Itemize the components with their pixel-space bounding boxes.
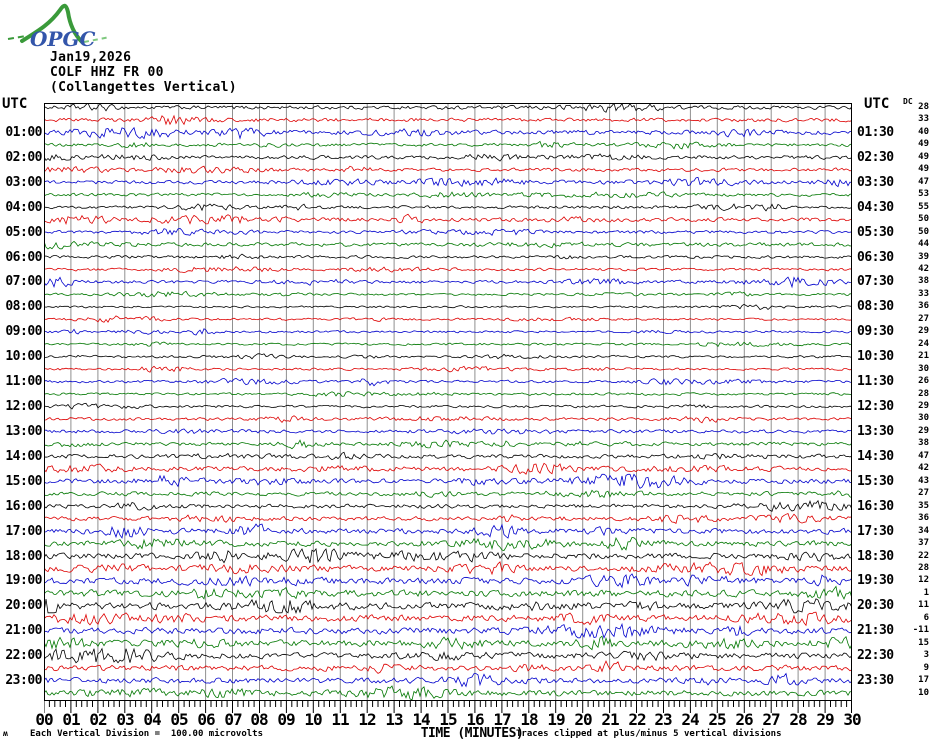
mini-waveform-mark: ʍ [3, 729, 8, 738]
x-tick-label: 13 [385, 710, 403, 729]
x-tick-label: 30 [843, 710, 861, 729]
x-tick-label: 26 [735, 710, 753, 729]
helicorder-plot-area [44, 103, 852, 701]
opgc-logo-text: OPGC [30, 27, 96, 50]
right-time-label: 08:30 [857, 299, 894, 314]
right-time-label: 10:30 [857, 349, 894, 364]
left-time-label: 23:00 [5, 673, 42, 688]
left-time-label: 07:00 [5, 274, 42, 289]
dc-value: -11 [912, 625, 929, 635]
left-time-label: 18:00 [5, 549, 42, 564]
dc-value: 12 [918, 575, 929, 585]
opgc-logo [6, 2, 116, 50]
dc-value: 11 [918, 600, 929, 610]
header-station-code: COLF HHZ FR 00 [50, 65, 164, 80]
x-tick-label: 23 [654, 710, 672, 729]
dc-value: 29 [918, 401, 929, 411]
x-tick-label: 14 [412, 710, 430, 729]
dc-value: 35 [918, 501, 929, 511]
left-time-label: 20:00 [5, 598, 42, 613]
right-time-label: 19:30 [857, 573, 894, 588]
dc-value: 37 [918, 538, 929, 548]
left-time-label: 09:00 [5, 324, 42, 339]
left-time-label: 12:00 [5, 399, 42, 414]
x-tick-label: 05 [170, 710, 188, 729]
right-time-label: 07:30 [857, 274, 894, 289]
dc-value: 49 [918, 139, 929, 149]
dc-value: 1 [923, 588, 929, 598]
dc-value: 39 [918, 252, 929, 262]
x-tick-label: 02 [89, 710, 107, 729]
left-time-label: 03:00 [5, 175, 42, 190]
clip-note: Traces clipped at plus/minus 5 vertical divisions [516, 729, 782, 739]
left-utc-title: UTC [2, 96, 28, 112]
left-time-label: 08:00 [5, 299, 42, 314]
dc-value: 10 [918, 688, 929, 698]
dc-value: 50 [918, 214, 929, 224]
dc-value: 21 [918, 351, 929, 361]
dc-value: 33 [918, 114, 929, 124]
x-tick-label: 07 [224, 710, 242, 729]
x-axis-title: TIME (MINUTES) [420, 726, 524, 741]
dc-value: 47 [918, 177, 929, 187]
dc-value: 27 [918, 488, 929, 498]
dc-value: 29 [918, 426, 929, 436]
dc-value: 40 [918, 127, 929, 137]
x-tick-label: 29 [816, 710, 834, 729]
dc-value: 36 [918, 301, 929, 311]
dc-value: 17 [918, 675, 929, 685]
dc-value: 3 [923, 650, 929, 660]
dc-column-header: DC [903, 97, 913, 106]
dc-value: 34 [918, 526, 929, 536]
x-tick-label: 10 [304, 710, 322, 729]
dc-value: 42 [918, 463, 929, 473]
dc-value: 24 [918, 339, 929, 349]
right-time-label: 09:30 [857, 324, 894, 339]
right-time-label: 17:30 [857, 524, 894, 539]
dc-value: 38 [918, 438, 929, 448]
right-time-label: 18:30 [857, 549, 894, 564]
right-time-label: 05:30 [857, 225, 894, 240]
dc-value: 42 [918, 264, 929, 274]
dc-value: 38 [918, 276, 929, 286]
right-time-label: 06:30 [857, 250, 894, 265]
x-tick-label: 12 [358, 710, 376, 729]
x-tick-label: 03 [116, 710, 134, 729]
x-tick-label: 16 [466, 710, 484, 729]
right-time-label: 20:30 [857, 598, 894, 613]
dc-value: 28 [918, 389, 929, 399]
dc-value: 28 [918, 102, 929, 112]
dc-value: 43 [918, 476, 929, 486]
dc-value: 36 [918, 513, 929, 523]
opgc-logo-graphic [6, 2, 116, 50]
right-time-label: 03:30 [857, 175, 894, 190]
x-tick-label: 22 [628, 710, 646, 729]
x-tick-label: 01 [62, 710, 80, 729]
left-time-label: 11:00 [5, 374, 42, 389]
right-time-label: 16:30 [857, 499, 894, 514]
header-station-name: (Collangettes Vertical) [50, 80, 237, 95]
left-time-label: 02:00 [5, 150, 42, 165]
right-time-label: 02:30 [857, 150, 894, 165]
left-time-label: 10:00 [5, 349, 42, 364]
left-time-label: 14:00 [5, 449, 42, 464]
dc-value: 44 [918, 239, 929, 249]
x-tick-label: 28 [789, 710, 807, 729]
vertical-division-note: Each Vertical Division = 100.00 microvolts [30, 729, 263, 739]
dc-value: 30 [918, 413, 929, 423]
dc-value: 28 [918, 563, 929, 573]
x-tick-label: 08 [250, 710, 268, 729]
right-time-label: 12:30 [857, 399, 894, 414]
x-tick-label: 06 [197, 710, 215, 729]
left-time-label: 13:00 [5, 424, 42, 439]
left-time-label: 04:00 [5, 200, 42, 215]
dc-value: 22 [918, 551, 929, 561]
left-time-label: 01:00 [5, 125, 42, 140]
x-tick-label: 27 [762, 710, 780, 729]
dc-value: 50 [918, 227, 929, 237]
right-time-label: 14:30 [857, 449, 894, 464]
right-utc-title: UTC [864, 96, 890, 112]
x-tick-label: 11 [331, 710, 349, 729]
dc-value: 26 [918, 376, 929, 386]
x-tick-label: 25 [708, 710, 726, 729]
x-tick-label: 21 [601, 710, 619, 729]
right-time-label: 11:30 [857, 374, 894, 389]
dc-value: 29 [918, 326, 929, 336]
right-time-label: 22:30 [857, 648, 894, 663]
left-time-label: 15:00 [5, 474, 42, 489]
left-time-label: 17:00 [5, 524, 42, 539]
x-tick-label: 09 [277, 710, 295, 729]
helicorder-plot [44, 103, 852, 701]
dc-value: 47 [918, 451, 929, 461]
dc-value: 6 [923, 613, 929, 623]
x-tick-label: 19 [547, 710, 565, 729]
x-tick-label: 24 [681, 710, 699, 729]
dc-value: 27 [918, 314, 929, 324]
dc-value: 55 [918, 202, 929, 212]
dc-value: 15 [918, 638, 929, 648]
x-tick-label: 00 [35, 710, 53, 729]
dc-value: 30 [918, 364, 929, 374]
x-tick-label: 04 [143, 710, 161, 729]
left-time-label: 16:00 [5, 499, 42, 514]
right-time-label: 04:30 [857, 200, 894, 215]
x-tick-label: 20 [574, 710, 592, 729]
left-time-label: 22:00 [5, 648, 42, 663]
left-time-label: 05:00 [5, 225, 42, 240]
x-tick-label: 17 [493, 710, 511, 729]
right-time-label: 21:30 [857, 623, 894, 638]
left-time-label: 06:00 [5, 250, 42, 265]
dc-value: 9 [923, 663, 929, 673]
right-time-label: 23:30 [857, 673, 894, 688]
right-time-label: 13:30 [857, 424, 894, 439]
right-time-label: 15:30 [857, 474, 894, 489]
x-tick-label: 15 [439, 710, 457, 729]
x-tick-label: 18 [520, 710, 538, 729]
header-date: Jan19,2026 [50, 50, 132, 65]
left-time-label: 19:00 [5, 573, 42, 588]
dc-value: 53 [918, 189, 929, 199]
left-time-label: 21:00 [5, 623, 42, 638]
dc-value: 49 [918, 164, 929, 174]
dc-value: 49 [918, 152, 929, 162]
right-time-label: 01:30 [857, 125, 894, 140]
dc-value: 33 [918, 289, 929, 299]
